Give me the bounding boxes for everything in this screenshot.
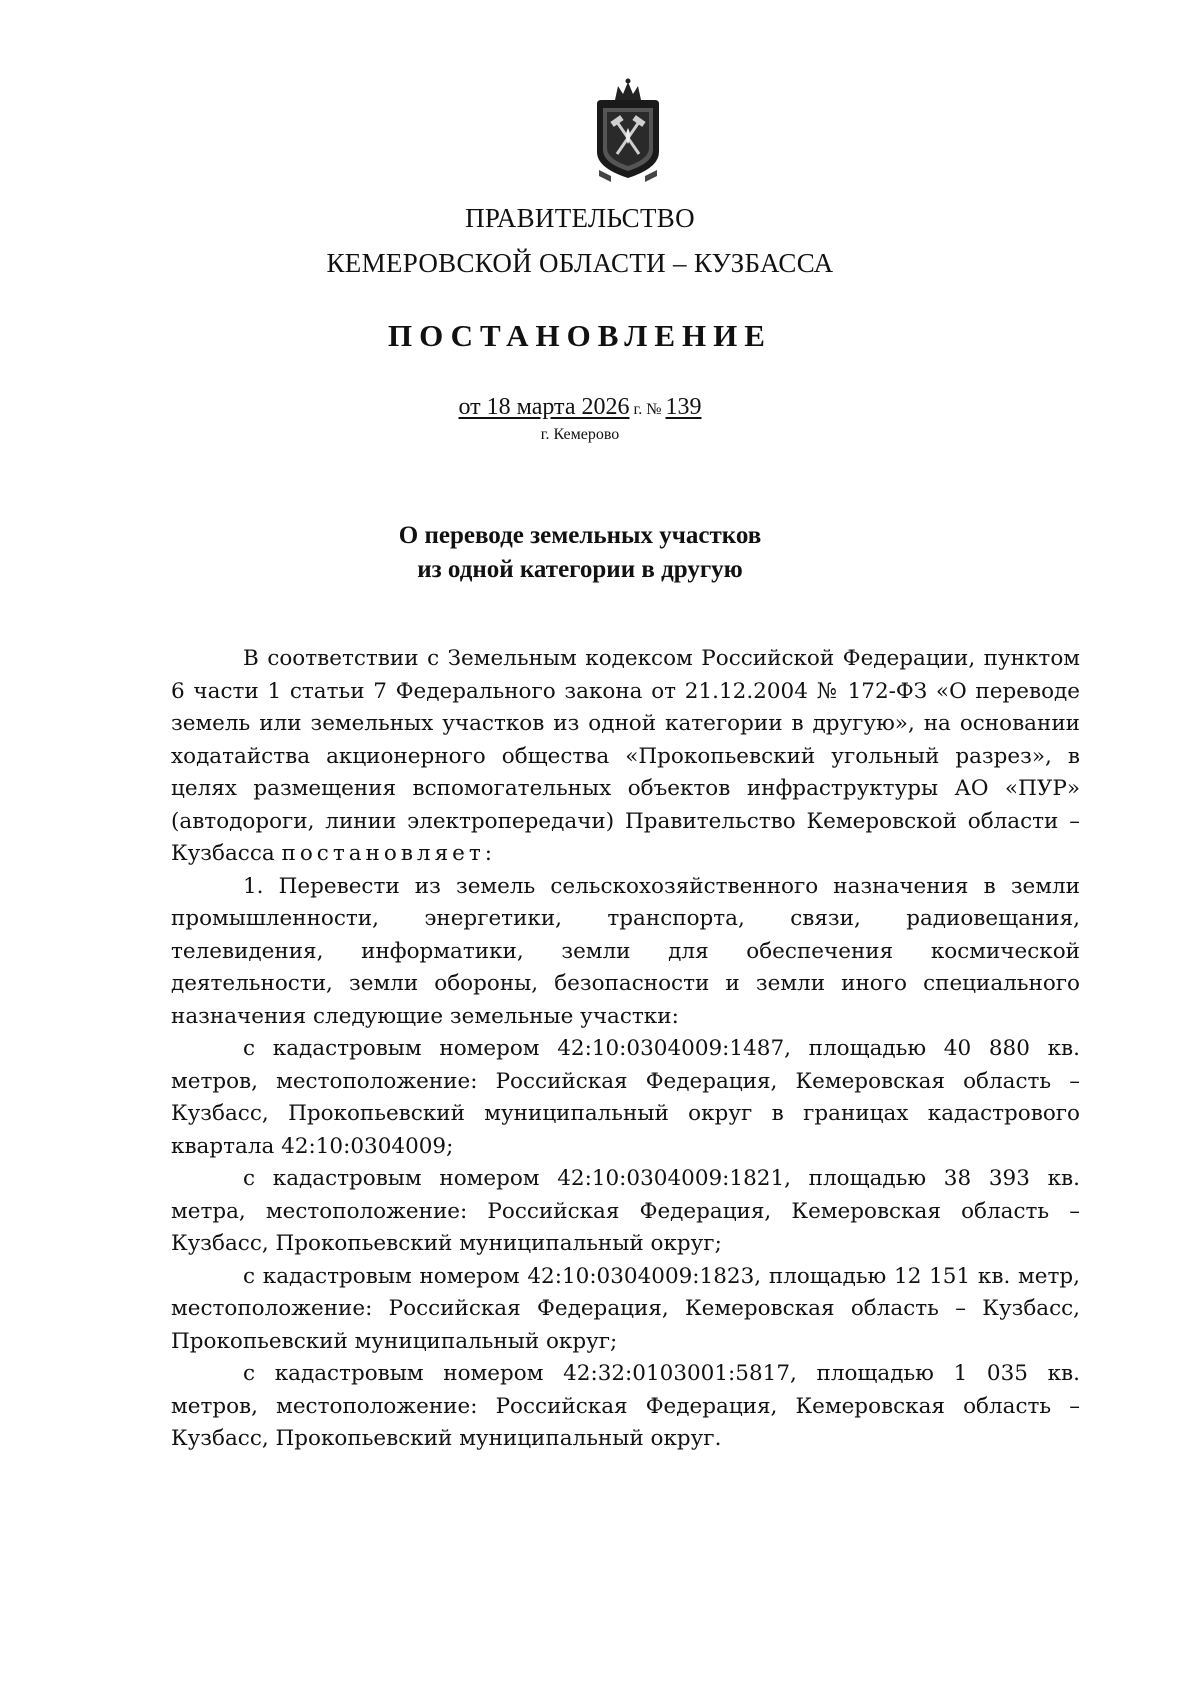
document-date: от 18 марта 2026 <box>458 394 630 420</box>
kuzbass-coat-of-arms-icon <box>591 78 665 182</box>
date-number-line <box>0 394 1160 421</box>
item-1-paragraph: 1. Перевести из земель сельскохозяйственного назначения в земли промышленности, энергетики, транспорта, связи, радиовещания, телевидения, информатики, земли для обеспечения космической деятельности, земли обороны, безопасности и земли иного специального назначения следующие земельные участки: <box>171 873 1080 1029</box>
number-label: г. № <box>629 401 666 418</box>
parcel-paragraph: с кадастровым номером 42:10:0304009:1487, площадью 40 880 кв. метров, местоположение: Российская Федерация, Кемеровская область – Кузбасс, Прокопьевский муниципальный округ в границах кадастрового квартала 42:10:0304009; <box>171 1036 1080 1159</box>
parcel-paragraph: с кадастровым номером 42:10:0304009:1823, площадью 12 151 кв. метр, местоположение: Российская Федерация, Кемеровская область – Кузбасс, Прокопьевский муниципальный округ; <box>171 1263 1080 1354</box>
resolves-word: постановляет: <box>281 841 497 866</box>
document-city: г. Кемерово <box>540 426 620 443</box>
document-number: 139 <box>665 394 702 420</box>
document-title-line2: из одной категории в другую <box>417 556 743 583</box>
parcel-paragraph: с кадастровым номером 42:32:0103001:5817, площадью 1 035 кв. метров, местоположение: Российская Федерация, Кемеровская область – Кузбасс, Прокопьевский муниципальный округ. <box>171 1361 1080 1451</box>
org-name-line2: КЕМЕРОВСКОЙ ОБЛАСТИ – КУЗБАССА <box>326 248 834 278</box>
document-body <box>171 643 1080 1456</box>
document-type: ПОСТАНОВЛЕНИЕ <box>388 318 772 353</box>
preamble-text: В соответствии с Земельным кодексом Российской Федерации, пунктом 6 части 1 статьи 7 Федерального закона от 21.12.2004 № 172-ФЗ «О переводе земель или земельных участков из одной категории в другую», на основании ходатайства акционерного общества «Прокопьевский угольный разрез», в целях размещения вспомогательных объектов инфраструктуры АО «ПУР» (автодороги, линии электропередачи) Правительство Кемеровской области – Кузбасса <box>171 646 1080 866</box>
preamble-paragraph <box>171 643 1080 871</box>
org-name-line1: ПРАВИТЕЛЬСТВО <box>465 203 695 233</box>
parcel-paragraph: с кадастровым номером 42:10:0304009:1821, площадью 38 393 кв. метра, местоположение: Российская Федерация, Кемеровская область – Кузбасс, Прокопьевский муниципальный округ; <box>171 1166 1080 1256</box>
document-title-line1: О переводе земельных участков <box>398 522 762 549</box>
